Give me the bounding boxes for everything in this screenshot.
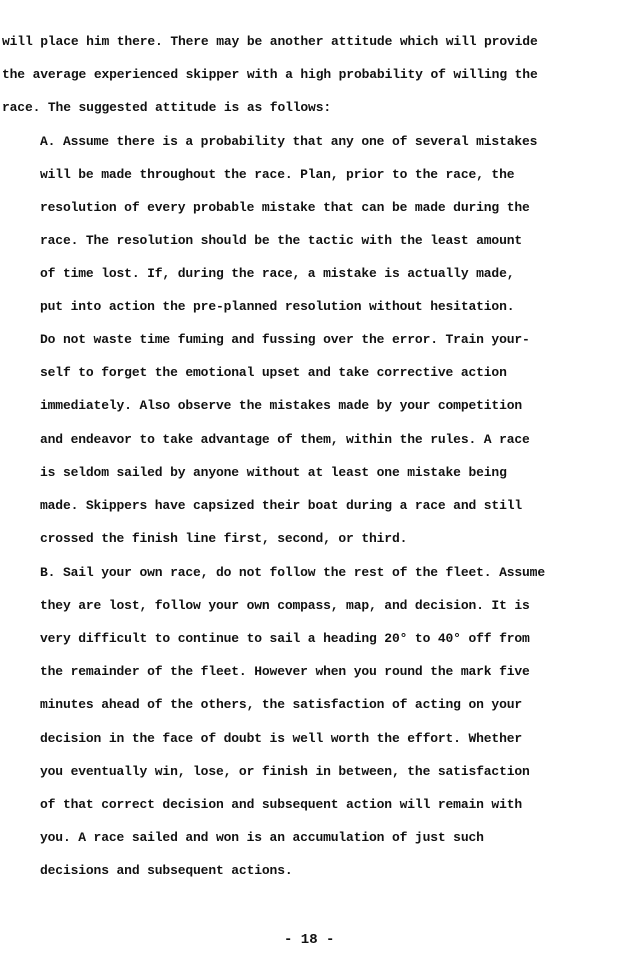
intro-line: the average experienced skipper with a high probability of willing the: [2, 67, 538, 82]
paragraph-a-line: of time lost. If, during the race, a mistake is actually made,: [40, 266, 515, 281]
page-number: - 18 -: [284, 932, 335, 948]
paragraph-a-line: resolution of every probable mistake that can be made during the: [40, 200, 530, 215]
paragraph-b-line: you. A race sailed and won is an accumulation of just such: [40, 830, 484, 845]
paragraph-a-line: is seldom sailed by anyone without at least one mistake being: [40, 465, 507, 480]
paragraph-b-line: the remainder of the fleet. However when you round the mark five: [40, 664, 530, 679]
paragraph-a-line: self to forget the emotional upset and take corrective action: [40, 365, 507, 380]
paragraph-b-line: of that correct decision and subsequent action will remain with: [40, 797, 523, 812]
paragraph-a-line: immediately. Also observe the mistakes made by your competition: [40, 398, 523, 413]
paragraph-b-line: they are lost, follow your own compass, map, and decision. It is: [40, 598, 530, 613]
paragraph-a-line: put into action the pre-planned resolution without hesitation.: [40, 299, 515, 314]
paragraph-b-line: B. Sail your own race, do not follow the rest of the fleet. Assume: [40, 565, 545, 580]
intro-line: race. The suggested attitude is as follows:: [2, 100, 332, 115]
paragraph-b-line: minutes ahead of the others, the satisfaction of acting on your: [40, 697, 523, 712]
paragraph-b-line: decisions and subsequent actions.: [40, 863, 293, 878]
paragraph-a-line: Do not waste time fuming and fussing over the error. Train your-: [40, 332, 530, 347]
paragraph-a-line: and endeavor to take advantage of them, within the rules. A race: [40, 432, 530, 447]
paragraph-b-line: you eventually win, lose, or finish in between, the satisfaction: [40, 764, 530, 779]
paragraph-a-line: crossed the finish line first, second, or third.: [40, 531, 408, 546]
paragraph-a-line: made. Skippers have capsized their boat during a race and still: [40, 498, 523, 513]
paragraph-a-line: will be made throughout the race. Plan, prior to the race, the: [40, 167, 515, 182]
intro-line: will place him there. There may be another attitude which will provide: [2, 34, 538, 49]
paragraph-a-line: race. The resolution should be the tactic with the least amount: [40, 233, 523, 248]
paragraph-b-line: very difficult to continue to sail a heading 20° to 40° off from: [40, 631, 530, 646]
paragraph-b-line: decision in the face of doubt is well worth the effort. Whether: [40, 731, 523, 746]
paragraph-a-line: A. Assume there is a probability that any one of several mistakes: [40, 134, 538, 149]
